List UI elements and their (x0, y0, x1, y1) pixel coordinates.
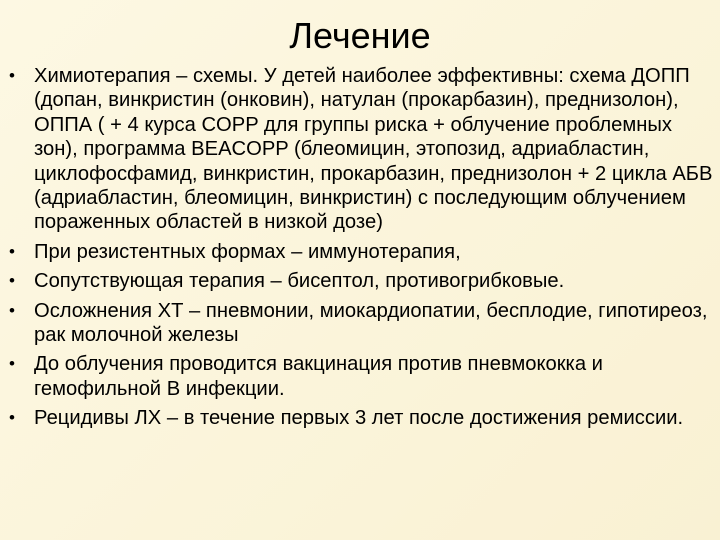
bullet-text: Химиотерапия – схемы. У детей наиболее эффективны: схема ДОПП (допан, винкристин (онковин), натулан (прокарбазин), преднизолон), ОППА ( + 4 курса COPP для группы риска + облучение проблемных зон), программа BEACOPP (блеомицин, этопозид, адриабластин, циклофосфамид, винкристин, прокарбазин, преднизолон + 2 цикла АБВ (адриабластин, блеомицин, винкристин) с последующим облучением пораженных областей в низкой дозе) (34, 65, 713, 234)
bullet-dot-icon: • (9, 408, 15, 428)
bullet-item-resistant-forms (6, 240, 716, 264)
bullet-dot-icon: • (9, 300, 15, 320)
bullet-item-complications (6, 299, 716, 348)
bullet-text: До облучения проводится вакцинация против пневмококка и гемофильной В инфекции. (34, 353, 603, 400)
bullet-text: Осложнения ХТ – пневмонии, миокардиопатии, бесплодие, гипотиреоз, рак молочной железы (34, 299, 708, 347)
bullet-item-chemotherapy (6, 64, 716, 235)
bullet-dot-icon: • (9, 271, 15, 291)
bullet-text: Сопутствующая терапия – бисептол, противогрибковые. (34, 270, 565, 293)
bullet-list (6, 64, 716, 436)
bullet-dot-icon: • (9, 354, 15, 374)
bullet-item-supportive-therapy (6, 269, 716, 293)
bullet-item-relapses (6, 406, 716, 430)
bullet-item-vaccination (6, 352, 716, 401)
bullet-dot-icon: • (9, 66, 15, 85)
bullet-text: При резистентных формах – иммунотерапия, (34, 240, 461, 263)
bullet-text: Рецидивы ЛХ – в течение первых 3 лет после достижения ремиссии. (34, 407, 684, 430)
slide-title (0, 14, 720, 58)
bullet-dot-icon: • (9, 241, 15, 261)
slide-title-text: Лечение (289, 15, 431, 56)
